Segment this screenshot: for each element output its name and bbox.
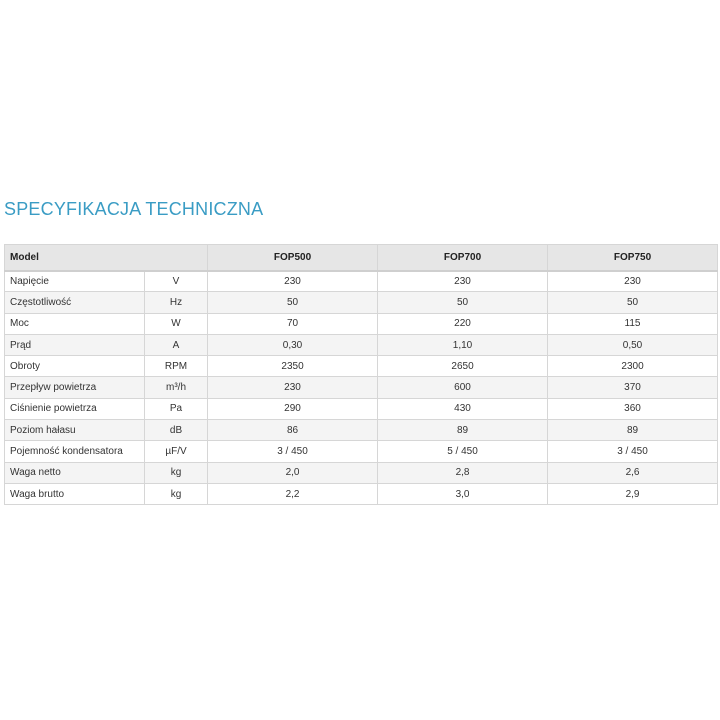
parameter-value: 1,10 bbox=[378, 334, 548, 355]
table-row bbox=[5, 441, 718, 462]
parameter-value: 89 bbox=[378, 420, 548, 441]
parameter-value: 70 bbox=[208, 313, 378, 334]
spec-table bbox=[4, 244, 718, 505]
model-column-header: FOP500 bbox=[208, 245, 378, 271]
parameter-value: 2300 bbox=[548, 356, 718, 377]
parameter-value: 290 bbox=[208, 398, 378, 419]
parameter-value: 2350 bbox=[208, 356, 378, 377]
parameter-name: Waga brutto bbox=[5, 483, 145, 504]
parameter-unit: µF/V bbox=[145, 441, 208, 462]
parameter-unit: Pa bbox=[145, 398, 208, 419]
table-row bbox=[5, 313, 718, 334]
parameter-value: 220 bbox=[378, 313, 548, 334]
parameter-value: 360 bbox=[548, 398, 718, 419]
parameter-unit: dB bbox=[145, 420, 208, 441]
parameter-value: 50 bbox=[378, 292, 548, 313]
parameter-value: 2650 bbox=[378, 356, 548, 377]
parameter-value: 89 bbox=[548, 420, 718, 441]
parameter-value: 600 bbox=[378, 377, 548, 398]
parameter-value: 2,9 bbox=[548, 483, 718, 504]
model-header: Model bbox=[5, 245, 208, 271]
parameter-value: 230 bbox=[208, 271, 378, 292]
parameter-value: 3,0 bbox=[378, 483, 548, 504]
parameter-value: 3 / 450 bbox=[208, 441, 378, 462]
parameter-value: 3 / 450 bbox=[548, 441, 718, 462]
table-row bbox=[5, 483, 718, 504]
parameter-value: 370 bbox=[548, 377, 718, 398]
table-row bbox=[5, 420, 718, 441]
parameter-name: Obroty bbox=[5, 356, 145, 377]
parameter-value: 230 bbox=[548, 271, 718, 292]
parameter-name: Pojemność kondensatora bbox=[5, 441, 145, 462]
model-column-header: FOP700 bbox=[378, 245, 548, 271]
parameter-value: 0,30 bbox=[208, 334, 378, 355]
parameter-name: Ciśnienie powietrza bbox=[5, 398, 145, 419]
parameter-unit: A bbox=[145, 334, 208, 355]
parameter-unit: kg bbox=[145, 483, 208, 504]
table-row bbox=[5, 271, 718, 292]
parameter-name: Waga netto bbox=[5, 462, 145, 483]
parameter-unit: Hz bbox=[145, 292, 208, 313]
parameter-name: Częstotliwość bbox=[5, 292, 145, 313]
parameter-name: Poziom hałasu bbox=[5, 420, 145, 441]
parameter-value: 2,2 bbox=[208, 483, 378, 504]
parameter-unit: m³/h bbox=[145, 377, 208, 398]
parameter-unit: RPM bbox=[145, 356, 208, 377]
table-row bbox=[5, 398, 718, 419]
parameter-value: 230 bbox=[378, 271, 548, 292]
table-row bbox=[5, 377, 718, 398]
parameter-value: 2,0 bbox=[208, 462, 378, 483]
parameter-unit: V bbox=[145, 271, 208, 292]
parameter-value: 5 / 450 bbox=[378, 441, 548, 462]
parameter-name: Przepływ powietrza bbox=[5, 377, 145, 398]
parameter-name: Napięcie bbox=[5, 271, 145, 292]
parameter-value: 430 bbox=[378, 398, 548, 419]
table-row bbox=[5, 292, 718, 313]
parameter-value: 50 bbox=[548, 292, 718, 313]
parameter-value: 86 bbox=[208, 420, 378, 441]
table-row bbox=[5, 462, 718, 483]
parameter-unit: W bbox=[145, 313, 208, 334]
table-row bbox=[5, 334, 718, 355]
parameter-value: 2,6 bbox=[548, 462, 718, 483]
parameter-unit: kg bbox=[145, 462, 208, 483]
model-column-header: FOP750 bbox=[548, 245, 718, 271]
parameter-value: 0,50 bbox=[548, 334, 718, 355]
parameter-name: Prąd bbox=[5, 334, 145, 355]
parameter-name: Moc bbox=[5, 313, 145, 334]
parameter-value: 115 bbox=[548, 313, 718, 334]
parameter-value: 2,8 bbox=[378, 462, 548, 483]
parameter-value: 230 bbox=[208, 377, 378, 398]
table-header-row bbox=[5, 245, 718, 271]
parameter-value: 50 bbox=[208, 292, 378, 313]
section-heading: SPECYFIKACJA TECHNICZNA bbox=[4, 199, 264, 219]
table-row bbox=[5, 356, 718, 377]
